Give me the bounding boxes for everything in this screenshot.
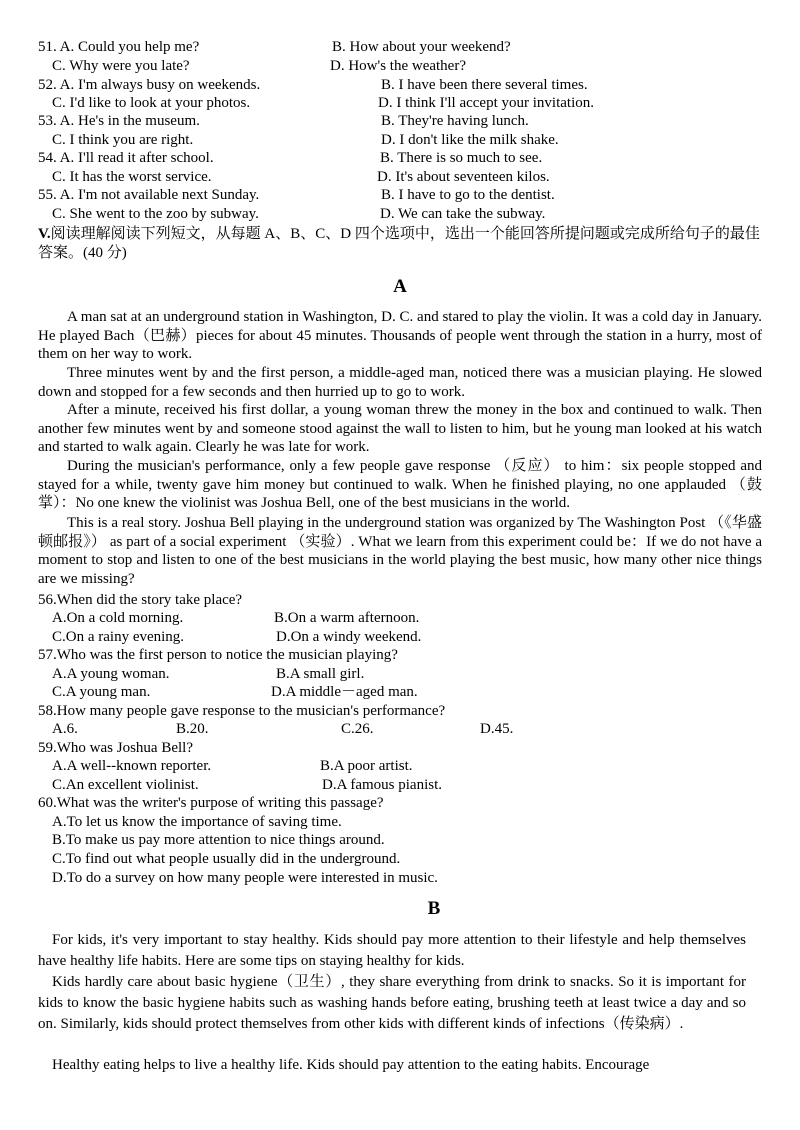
q58-stem: 58.How many people gave response to the musician's performance? — [38, 703, 446, 719]
section-5-instruction — [38, 225, 762, 263]
q52-option-a: 52. A. I'm always busy on weekends. — [38, 77, 261, 93]
passage-a-paragraph-1: A man sat at an underground station in Washington, D. C. and stared to play the violin. It was a cold day in January. He played Bach（巴赫）pieces for about 45 minutes. Thousands of people went through the station in a hurry, most of them on her way to work. — [38, 309, 762, 363]
q52-option-b: B. I have been there several times. — [381, 77, 588, 93]
q51-option-b: B. How about your weekend? — [332, 39, 511, 55]
q51-option-d: D. How's the weather? — [330, 58, 466, 74]
section-5-label: V. — [38, 226, 51, 242]
q59-stem: 59.Who was Joshua Bell? — [38, 740, 193, 756]
q59-option-c: C.An excellent violinist. — [52, 777, 199, 793]
q55-option-d: D. We can take the subway. — [380, 206, 546, 222]
q53-option-c: C. I think you are right. — [52, 132, 194, 148]
section-5-text: 阅读理解阅读下列短文，从每题 A、B、C、D 四个选项中，选出一个能回答所提问题或完成所给句子的最佳答案。(40 分) — [38, 226, 760, 261]
q54-option-d: D. It's about seventeen kilos. — [377, 169, 550, 185]
q51-option-c: C. Why were you late? — [52, 58, 190, 74]
q52-option-c: C. I'd like to look at your photos. — [52, 95, 251, 111]
q54-option-c: C. It has the worst service. — [52, 169, 212, 185]
q57-option-b: B.A small girl. — [276, 666, 365, 682]
q58-option-b: B.20. — [176, 721, 209, 737]
q60-option-a: A.To let us know the importance of saving time. — [52, 814, 342, 830]
q52-option-d: D. I think I'll accept your invitation. — [378, 95, 594, 111]
q57-stem: 57.Who was the first person to notice the musician playing? — [38, 647, 398, 663]
q56-option-d: D.On a windy weekend. — [276, 629, 422, 645]
passage-a-paragraph-4: During the musician's performance, only a few people gave response （反应） to him：six people stopped and stayed for a while, twenty gave him money but continued to walk. When he finished playing, no one applauded （鼓掌）：No one knew the violinist was Joshua Bell, one of the best musicians in the world. — [38, 458, 762, 512]
q53-option-d: D. I don't like the milk shake. — [381, 132, 559, 148]
q55-option-c: C. She went to the zoo by subway. — [52, 206, 259, 222]
q57-option-a: A.A young woman. — [52, 666, 170, 682]
q56-option-b: B.On a warm afternoon. — [274, 610, 420, 626]
q59-option-b: B.A poor artist. — [320, 758, 413, 774]
q59-option-a: A.A well--known reporter. — [52, 758, 212, 774]
q60-option-b: B.To make us pay more attention to nice things around. — [52, 832, 385, 848]
q60-option-d: D.To do a survey on how many people were interested in music. — [52, 870, 438, 886]
passage-b-heading: B — [427, 898, 441, 919]
q56-option-c: C.On a rainy evening. — [52, 629, 185, 645]
passage-a-paragraph-2: Three minutes went by and the first person, a middle-aged man, noticed there was a musician playing. He slowed down and stopped for a few seconds and then hurried up to go to work. — [38, 365, 762, 400]
q56-stem: 56.When did the story take place? — [38, 592, 243, 608]
q59-option-d: D.A famous pianist. — [322, 777, 442, 793]
q58-option-d: D.45. — [480, 721, 514, 737]
q55-option-b: B. I have to go to the dentist. — [381, 187, 555, 203]
q56-option-a: A.On a cold morning. — [52, 610, 184, 626]
passage-a-paragraph-3: After a minute, received his first dollar, a young woman threw the money in the box and continued to walk. Then another few minutes went by and someone stood against the wall to listen to him, but he young man looked at his watch and started to walk again. Clearly he was late for work. — [38, 402, 762, 456]
q53-option-a: 53. A. He's in the museum. — [38, 113, 200, 129]
q54-option-a: 54. A. I'll read it after school. — [38, 150, 214, 166]
passage-b-paragraph-2: Kids hardly care about basic hygiene（卫生）, they share everything from drink to snacks. So it is important for kids to know the basic hygiene habits such as washing hands before eating, brushing teeth at least twice a day and so on. Similarly, kids should protect themselves from other kids with different kinds of infections（传染病）. — [38, 974, 746, 1032]
q55-option-a: 55. A. I'm not available next Sunday. — [38, 187, 260, 203]
q57-option-c: C.A young man. — [52, 684, 151, 700]
q60-stem: 60.What was the writer's purpose of writing this passage? — [38, 795, 384, 811]
q53-option-b: B. They're having lunch. — [381, 113, 529, 129]
q58-option-a: A.6. — [52, 721, 78, 737]
q57-option-d: D.A middle－aged man. — [271, 684, 418, 700]
q51-option-a: 51. A. Could you help me? — [38, 39, 200, 55]
q60-option-c: C.To find out what people usually did in the underground. — [52, 851, 401, 867]
q58-option-c: C.26. — [341, 721, 374, 737]
passage-a-heading: A — [393, 276, 407, 297]
passage-b-paragraph-1: For kids, it's very important to stay healthy. Kids should pay more attention to their lifestyle and help themselves have healthy life habits. Here are some tips on staying healthy for kids. — [38, 932, 746, 969]
passage-b-paragraph-3: Healthy eating helps to live a healthy life. Kids should pay attention to the eating habits. Encourage — [52, 1057, 650, 1073]
q54-option-b: B. There is so much to see. — [380, 150, 543, 166]
passage-a-paragraph-5: This is a real story. Joshua Bell playing in the underground station was organized by The Washington Post （《华盛顿邮报》） as part of a social experiment （实验）. What we learn from this experiment could be：If we do not have a moment to stop and listen to one of the best musicians in the world playing the best music, how many other nice things are we missing? — [38, 515, 762, 588]
